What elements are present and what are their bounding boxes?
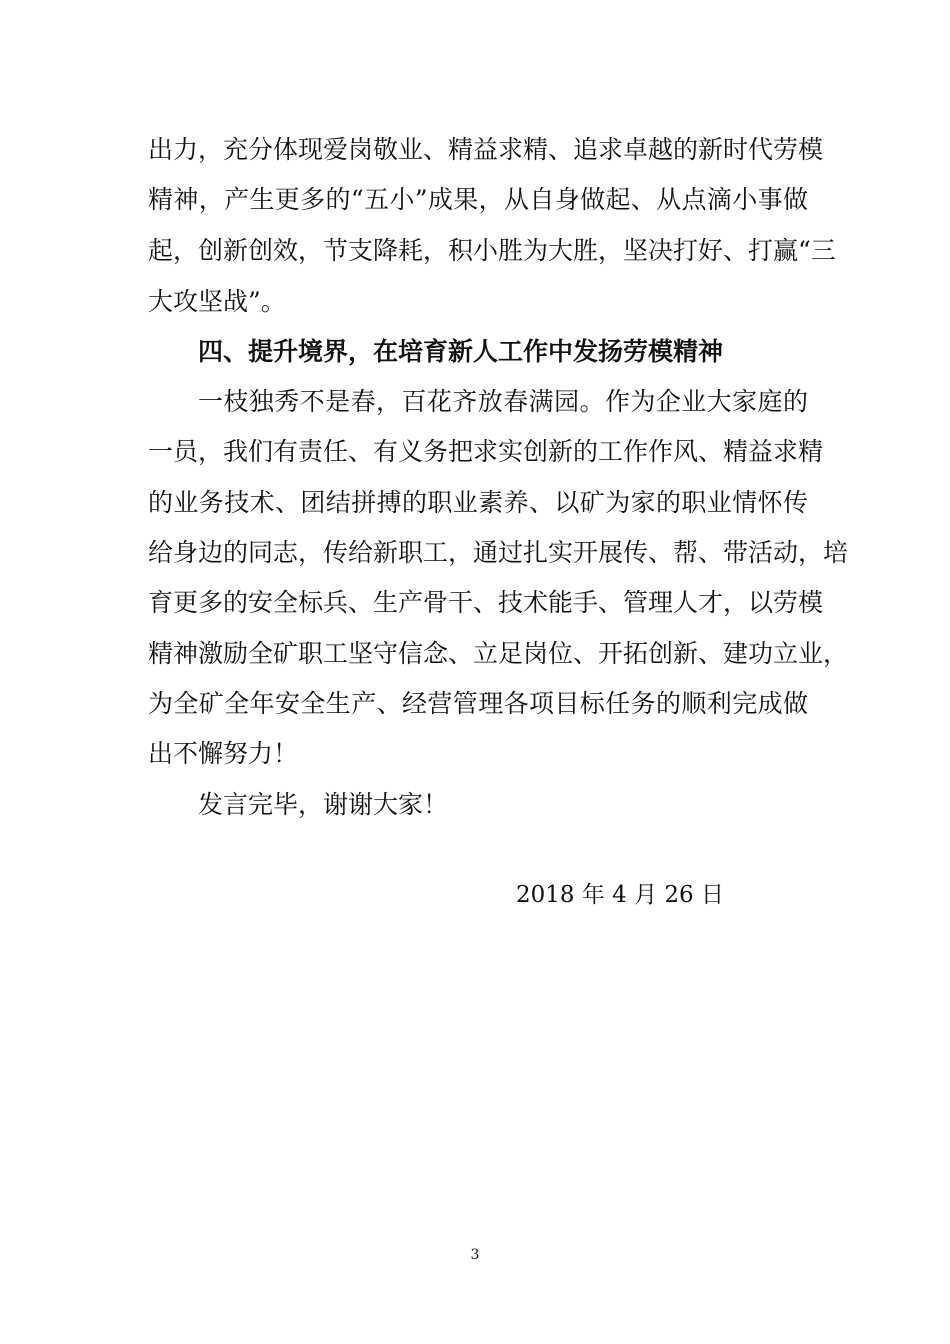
paragraph-line: 的业务技术、团结拼搏的职业素养、以矿为家的职业情怀传 bbox=[148, 488, 808, 517]
paragraph-line: 为全矿全年安全生产、经营管理各项目标任务的顺利完成做 bbox=[148, 689, 808, 718]
paragraph-line: 育更多的安全标兵、生产骨干、技术能手、管理人才，以劳模 bbox=[148, 588, 824, 617]
paragraph-line: 精神，产生更多的“五小”成果，从自身做起、从点滴小事做 bbox=[148, 185, 808, 214]
paragraph-line: 起，创新创效，节支降耗，积小胜为大胜，坚决打好、打赢“三 bbox=[148, 236, 836, 265]
closing-line: 发言完毕，谢谢大家！ bbox=[198, 790, 449, 819]
paragraph-line: 一员，我们有责任、有义务把求实创新的工作作风、精益求精 bbox=[148, 437, 824, 466]
paragraph-line: 大攻坚战”。 bbox=[148, 287, 286, 316]
paragraph-line: 出力，充分体现爱岗敬业、精益求精、追求卓越的新时代劳模 bbox=[148, 135, 824, 164]
paragraph-line: 一枝独秀不是春，百花齐放春满园。作为企业大家庭的 bbox=[198, 387, 808, 416]
document-date: 2018 年 4 月 26 日 bbox=[516, 882, 724, 908]
paragraph-line: 精神激励全矿职工坚守信念、立足岗位、开拓创新、建功立业， bbox=[148, 639, 849, 668]
paragraph-line: 给身边的同志，传给新职工，通过扎实开展传、帮、带活动，培 bbox=[148, 538, 849, 567]
paragraph-line: 出不懈努力！ bbox=[148, 739, 299, 768]
section-heading: 四、提升境界，在培育新人工作中发扬劳模精神 bbox=[198, 337, 724, 366]
page-number: 3 bbox=[470, 1247, 480, 1263]
